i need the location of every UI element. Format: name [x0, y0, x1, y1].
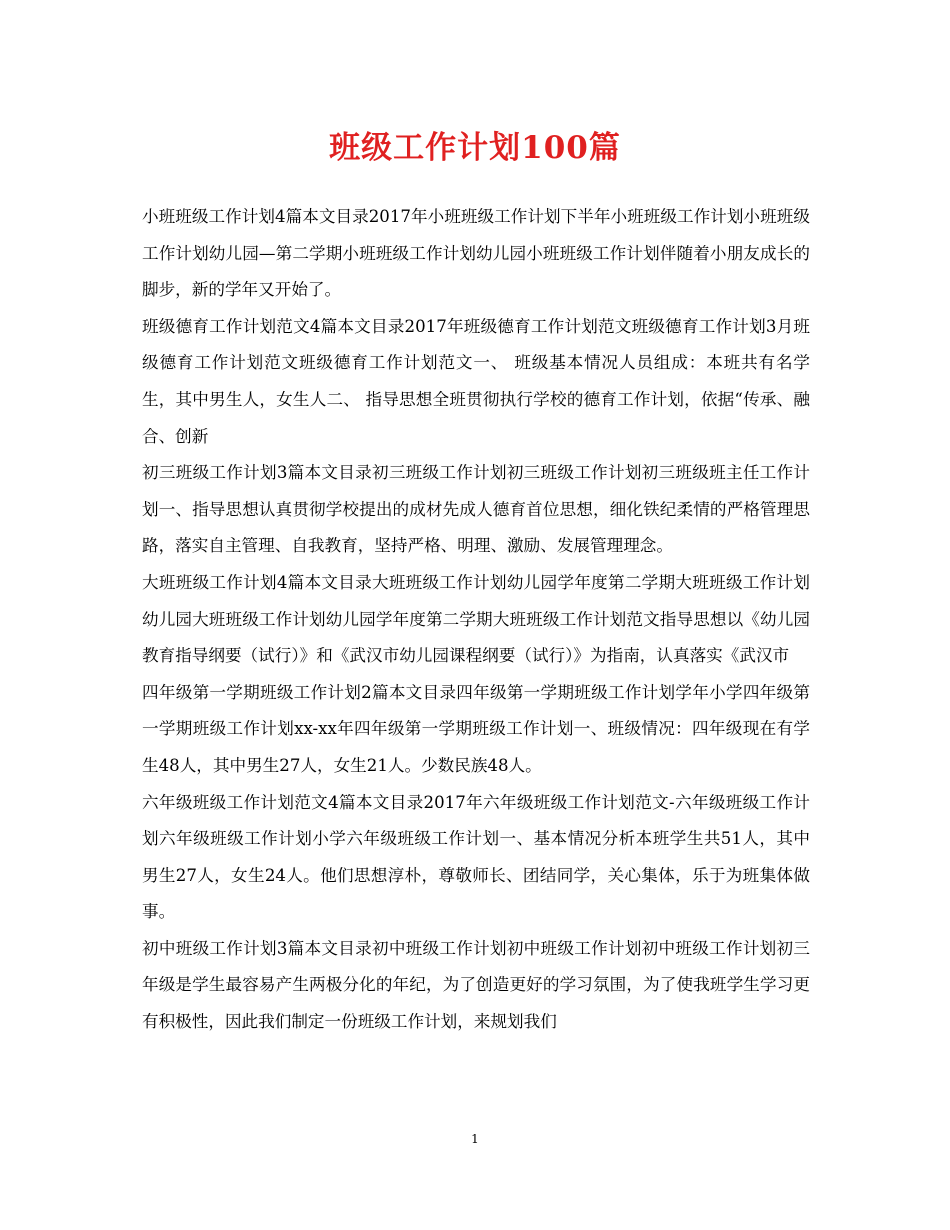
- body-text: [142, 199, 810, 1041]
- paragraph: 大班班级工作计划4篇本文目录大班班级工作计划幼儿园学年度第二学期大班班级工作计划幼儿园大班班级工作计划幼儿园学年度第二学期大班班级工作计划范文指导思想以《幼儿园教育指导纲要（试行）》和《武汉市幼儿园课程纲要（试行）》为指南，认真落实《武汉市: [142, 572, 810, 666]
- paragraph: 初三班级工作计划3篇本文目录初三班级工作计划初三班级工作计划初三班级班主任工作计划一、指导思想认真贯彻学校提出的成材先成人德育首位思想，细化铁纪柔情的严格管理思路，落实自主管理、自我教育，坚持严格、明理、激励、发展管理理念。: [142, 463, 810, 556]
- paragraph: 班级德育工作计划范文4篇本文目录2017年班级德育工作计划范文班级德育工作计划3月班级德育工作计划范文班级德育工作计划范文一、 班级基本情况人员组成：本班共有名学生，其中男生人，女生人二、 指导思想全班贯彻执行学校的德育工作计划，依据“传承、融合、创新: [142, 316, 810, 446]
- paragraph: 小班班级工作计划4篇本文目录2017年小班班级工作计划下半年小班班级工作计划小班班级工作计划幼儿园—第二学期小班班级工作计划幼儿园小班班级工作计划伴随着小朋友成长的脚步，新的学年又开始了。: [142, 207, 810, 300]
- paragraph: 六年级班级工作计划范文4篇本文目录2017年六年级班级工作计划范文-六年级班级工作计划六年级班级工作计划小学六年级班级工作计划一、基本情况分析本班学生共51人，其中男生27人，女生24人。他们思想淳朴，尊敬师长、团结同学，关心集体，乐于为班集体做事。: [142, 792, 810, 922]
- paragraph: 四年级第一学期班级工作计划2篇本文目录四年级第一学期班级工作计划学年小学四年级第一学期班级工作计划xx-xx年四年级第一学期班级工作计划一、班级情况：四年级现在有学生48人，其中男生27人，女生21人。少数民族48人。: [142, 682, 810, 775]
- page-number: 1: [471, 1132, 479, 1146]
- page-title: 班级工作计划100篇: [329, 130, 621, 166]
- paragraph: 初中班级工作计划3篇本文目录初中班级工作计划初中班级工作计划初中班级工作计划初三年级是学生最容易产生两极分化的年纪，为了创造更好的学习氛围，为了使我班学生学习更有积极性，因此我们制定一份班级工作计划，来规划我们: [142, 938, 810, 1032]
